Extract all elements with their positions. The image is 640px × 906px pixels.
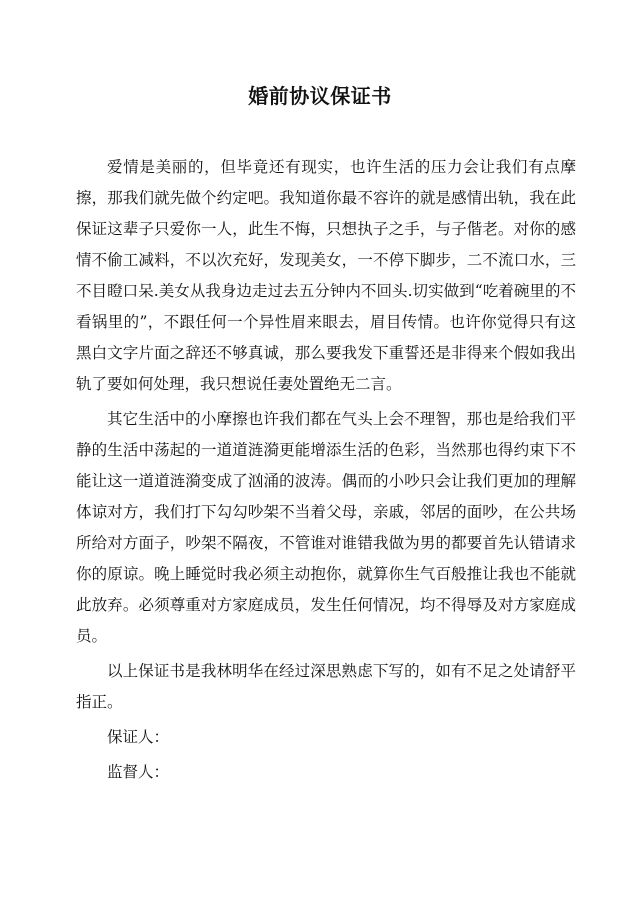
guarantor-label: 保证人： bbox=[107, 728, 170, 746]
paragraph-love-promise: 爱情是美丽的，但毕竟还有现实，也许生活的压力会让我们有点摩擦，那我们就先做个约定吧。我知道你最不容许的就是感情出轨，我在此保证这辈子只爱你一人，此生不悔，只想执子之手，与子偕老。对你的感情不偷工减料，不以次充好，发现美女，一不停下脚步，二不流口水，三不目瞪口呆.美女从我身边走过去五分钟内不回头.切实做到“吃着碗里的不看锅里的”，不跟任何一个异性眉来眼去，眉目传情。也许你觉得只有这黑白文字片面之辞还不够真诚，那么要我发下重誓还是非得来个假如我出轨了要如何处理，我只想说任妻处置绝无二言。 bbox=[76, 158, 576, 393]
supervisor-label: 监督人： bbox=[107, 763, 170, 781]
document-body bbox=[76, 152, 576, 788]
document-title: 婚前协议保证书 bbox=[248, 84, 392, 108]
paragraph-conflict-rules: 其它生活中的小摩擦也许我们都在气头上会不理智，那也是给我们平静的生活中荡起的一道道涟漪更能增添生活的色彩，当然那也得约束下不能让这一道道涟漪变成了汹涌的波涛。偶而的小吵只会让我们更加的理解体谅对方，我们打下勾勾吵架不当着父母，亲戚，邻居的面吵，在公共场所给对方面子，吵架不隔夜，不管谁对谁错我做为男的都要首先认错请求你的原谅。晚上睡觉时我必须主动抱你，就算你生气百般推让我也不能就此放弃。必须尊重对方家庭成员，发生任何情况，均不得辱及对方家庭成员。 bbox=[76, 410, 576, 645]
paragraph-closing-statement: 以上保证书是我林明华在经过深思熟虑下写的，如有不足之处请舒平指正。 bbox=[76, 662, 576, 711]
